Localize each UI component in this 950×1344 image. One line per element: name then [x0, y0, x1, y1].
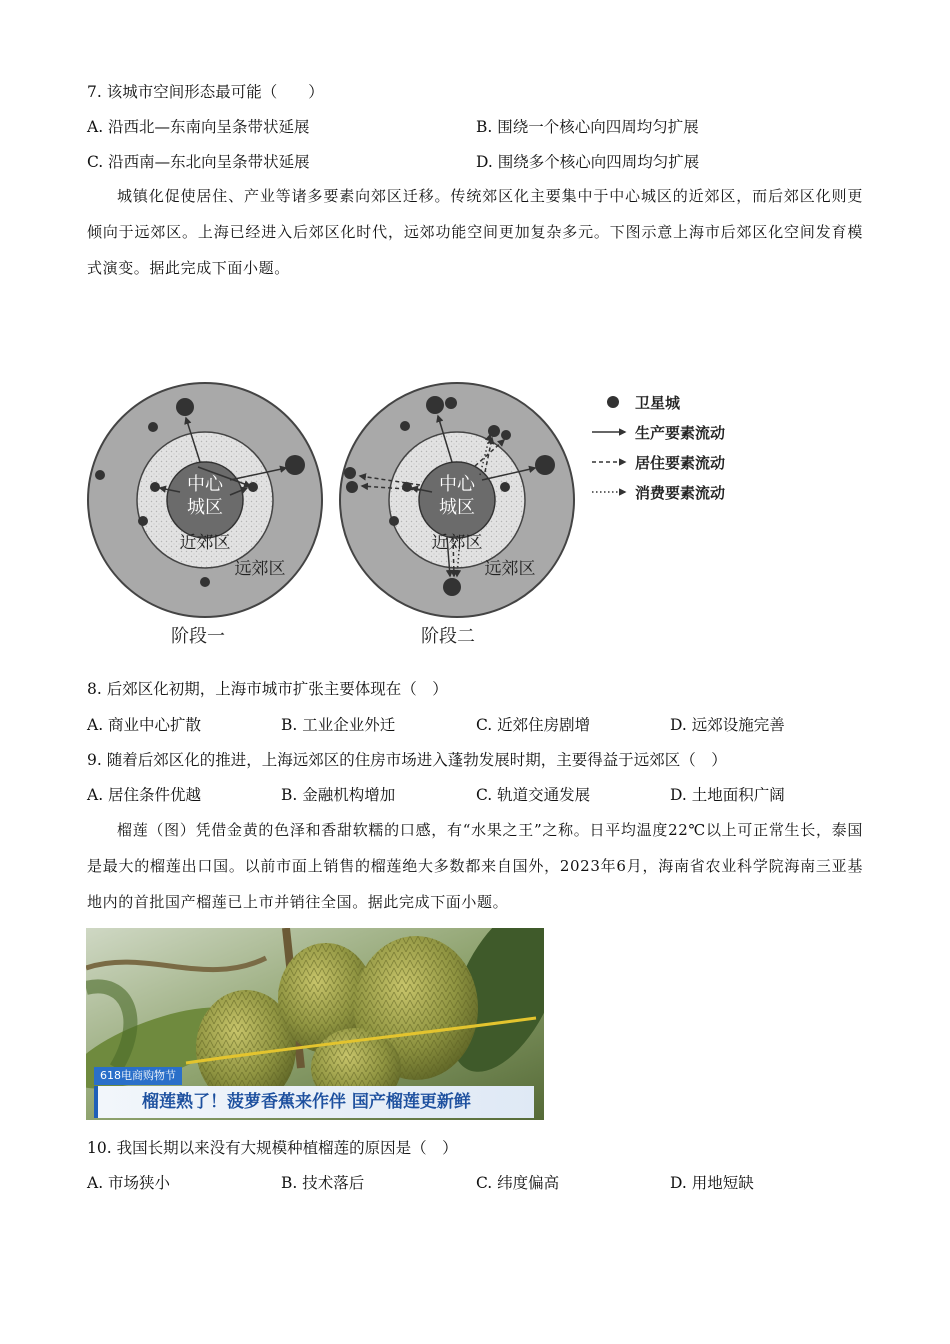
- stage-one-label: 阶段一: [171, 626, 225, 647]
- legend-satellite: 卫星城: [635, 394, 681, 412]
- near-suburb-label: 近郊区: [431, 533, 483, 553]
- q10-stem: 10. 我国长期以来没有大规模种植榴莲的原因是（ ）: [87, 1139, 458, 1157]
- q10-option-b: B. 技术落后: [281, 1174, 365, 1192]
- legend-production: 生产要素流动: [635, 424, 726, 442]
- q9-option-b: B. 金融机构增加: [281, 786, 396, 804]
- q7-option-a: A. 沿西北—东南向呈条带状延展: [87, 118, 310, 136]
- passage-suburbanization: 城镇化促使居住、产业等诸多要素向郊区迁移。传统郊区化主要集中于中心城区的近郊区，而后郊区化则更倾向于远郊区。上海已经进入后郊区化时代，远郊功能空间更加复杂多元。下图示意上海市后郊区化空间发育模式演变。据此完成下面小题。: [87, 187, 863, 277]
- center-label-2: 城区: [439, 497, 475, 518]
- q9-option-d: D. 土地面积广阔: [670, 786, 785, 804]
- q10-option-a: A. 市场狭小: [87, 1174, 171, 1192]
- photo-caption: 榴莲熟了！菠萝香蕉来作伴 国产榴莲更新鲜: [142, 1092, 471, 1112]
- q9-stem: 9. 随着后郊区化的推进，上海远郊区的住房市场进入蓬勃发展时期，主要得益于远郊区（ ）: [87, 751, 727, 769]
- far-suburb-label: 远郊区: [234, 559, 286, 579]
- stage-two-map: [340, 383, 574, 647]
- stage-two-label: 阶段二: [421, 626, 475, 647]
- caption-banner: [94, 1086, 534, 1118]
- q8-stem: 8. 后郊区化初期，上海市城市扩张主要体现在（ ）: [87, 680, 448, 698]
- q8-option-c: C. 近郊住房剧增: [476, 716, 591, 734]
- durian-photo: [86, 928, 544, 1120]
- q10-option-c: C. 纬度偏高: [476, 1174, 560, 1192]
- q9-option-a: A. 居住条件优越: [87, 786, 202, 804]
- legend-consumption: 消费要素流动: [635, 484, 726, 502]
- center-label-1: 中心: [187, 474, 223, 495]
- q7-option-b: B. 围绕一个核心向四周均匀扩展: [476, 118, 699, 136]
- passage-durian: 榴莲（图）凭借金黄的色泽和香甜软糯的口感，有“水果之王”之称。日平均温度22℃以上可正常生长，泰国是最大的榴莲出口国。以前市面上销售的榴莲绝大多数都来自国外，2023年6月，海南省农业科学院海南三亚基地内的首批国产榴莲已上市并销往全国。据此完成下面小题。: [87, 821, 863, 911]
- q7-option-d: D. 围绕多个核心向四周均匀扩展: [476, 153, 700, 171]
- center-label-1: 中心: [439, 474, 475, 495]
- q8-option-b: B. 工业企业外迁: [281, 716, 396, 734]
- q7-stem: 7. 该城市空间形态最可能（ ）: [87, 83, 324, 101]
- q8-option-d: D. 远郊设施完善: [670, 716, 785, 734]
- near-suburb-label: 近郊区: [179, 533, 231, 553]
- far-suburb-label: 远郊区: [484, 559, 536, 579]
- q7-option-c: C. 沿西南—东北向呈条带状延展: [87, 153, 310, 171]
- legend-residence: 居住要素流动: [635, 454, 726, 472]
- stage-one-map: [88, 383, 322, 647]
- center-label-2: 城区: [187, 497, 223, 518]
- event-tag: 618电商购物节: [94, 1067, 182, 1085]
- q9-option-c: C. 轨道交通发展: [476, 786, 591, 804]
- diagram-legend: [592, 394, 725, 502]
- satellite-legend-icon: [607, 396, 619, 408]
- suburbanization-diagram: [80, 380, 760, 655]
- q10-option-d: D. 用地短缺: [670, 1174, 754, 1192]
- q8-option-a: A. 商业中心扩散: [87, 716, 202, 734]
